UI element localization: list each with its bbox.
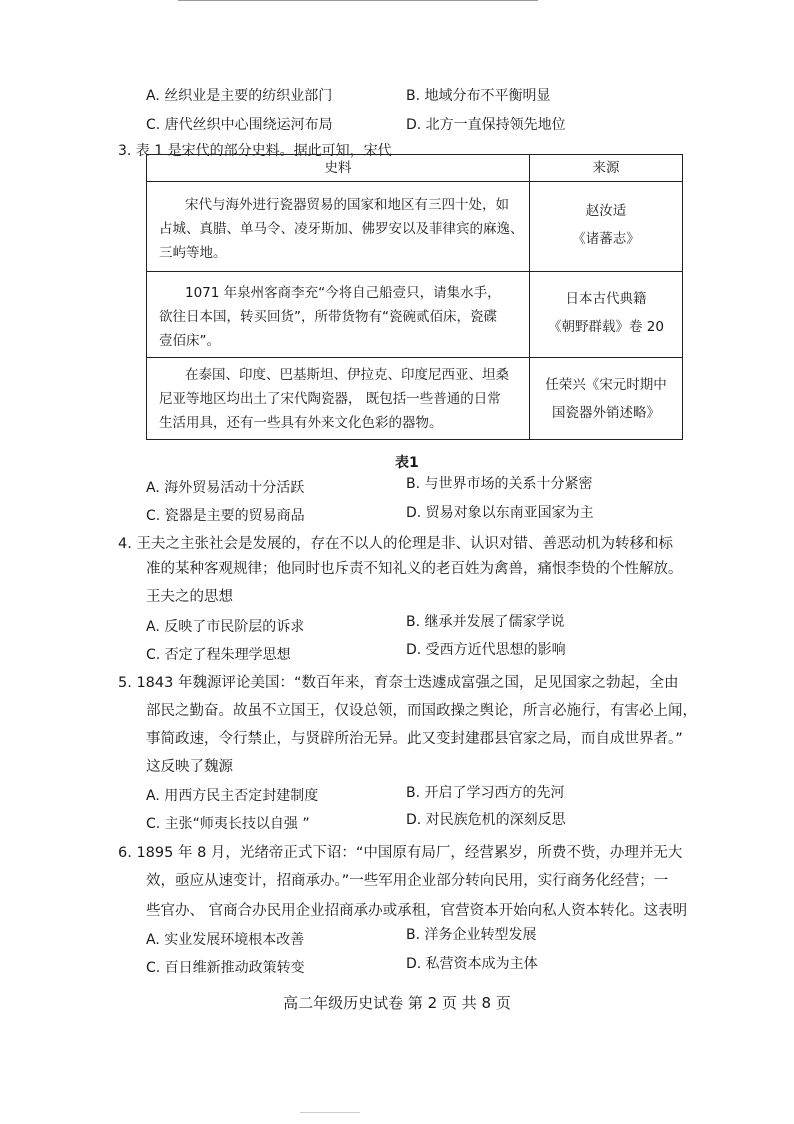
q5-option-d[interactable]: D. 对民族危机的深刻反思: [406, 812, 566, 828]
table-row-divider-1: [147, 271, 682, 272]
q5-line4: 这反映了魏源: [146, 759, 233, 775]
q4-line2: 准的某种客观规律；他同时也斥责不知礼义的老百姓为禽兽，痛恨李贽的个性解放。: [146, 561, 683, 577]
table-caption: 表1: [395, 455, 419, 471]
q4-option-a[interactable]: A. 反映了市民阶层的诉求: [146, 619, 305, 635]
q3-option-d[interactable]: D. 贸易对象以东南亚国家为主: [406, 505, 594, 521]
q2-option-a[interactable]: A. 丝织业是主要的纺织业部门: [146, 88, 333, 104]
scan-bottom-mark: [300, 1112, 360, 1113]
q3-option-c[interactable]: C. 瓷器是主要的贸易商品: [146, 508, 305, 524]
row2-line3: 壹佰床”。: [159, 333, 220, 349]
q5-option-c[interactable]: C. 主张“师夷长技以自强 ”: [146, 816, 310, 832]
q6-option-b[interactable]: B. 洋务企业转型发展: [406, 927, 537, 943]
table-header-left: 史料: [324, 160, 352, 176]
q6-line1: 6. 1895 年 8 月，光绪帝正式下诏：“中国原有局厂，经营累岁，所费不赀，办理并无大: [118, 845, 683, 861]
q6-line2: 效，亟应从速变计，招商承办。”一些军用企业部分转向民用，实行商务化经营；一: [146, 873, 669, 889]
q4-line3: 王夫之的思想: [146, 589, 233, 605]
row3-source-line2: 国瓷器外销述略》: [552, 405, 660, 421]
row3-line3: 生活用具，还有一些具有外来文化色彩的器物。: [159, 415, 443, 431]
q3-option-a[interactable]: A. 海外贸易活动十分活跃: [146, 480, 305, 496]
q6-line3: 些官办、 官商合办民用企业招商承办或承租，官营资本开始向私人资本转化。这表明: [146, 903, 688, 919]
table-header-right: 来源: [592, 160, 620, 176]
q6-option-c[interactable]: C. 百日维新推动政策转变: [146, 960, 305, 976]
row2-source-line2: 《朝野群载》卷 20: [548, 319, 664, 335]
row3-line2: 尼亚等地区均出土了宋代陶瓷器， 既包括一些普通的日常: [159, 391, 501, 407]
q4-line1: 4. 王夫之主张社会是发展的，存在不以人的伦理是非、认识对错、善恶动机为转移和标: [118, 536, 673, 552]
row2-source-line1: 日本古代典籍: [565, 291, 647, 307]
row3-line1: 在泰国、印度、巴基斯坦、伊拉克、印度尼西亚、坦桑: [185, 367, 509, 383]
scan-edge-mark: [178, 0, 538, 1]
row1-source-line1: 赵汝适: [585, 203, 627, 219]
q4-option-b[interactable]: B. 继承并发展了儒家学说: [406, 614, 565, 630]
q5-line2: 部民之勤奋。故虽不立国王，仅设总领，而国政操之舆论，所言必施行，有害必上闻，: [146, 703, 697, 719]
q5-option-a[interactable]: A. 用西方民主否定封建制度: [146, 788, 319, 804]
row1-line1: 宋代与海外进行瓷器贸易的国家和地区有三四十处，如: [185, 197, 509, 213]
q3-option-b[interactable]: B. 与世界市场的关系十分紧密: [406, 476, 593, 492]
row1-line3: 三屿等地。: [159, 245, 227, 261]
row2-line1: 1071 年泉州客商李充“今将自己船壹只，请集水手，: [185, 285, 501, 301]
row1-line2: 占城、真腊、单马令、凌牙斯加、佛罗安以及菲律宾的麻逸、: [159, 221, 524, 237]
q6-option-a[interactable]: A. 实业发展环境根本改善: [146, 932, 305, 948]
q5-line1: 5. 1843 年魏源评论美国：“数百年来，育奈士迭遽成富强之国，足见国家之勃起，全由: [118, 675, 679, 691]
q4-option-d[interactable]: D. 受西方近代思想的影响: [406, 642, 566, 658]
q2-option-b[interactable]: B. 地域分布不平衡明显: [406, 88, 551, 104]
row1-source-line2: 《诸蕃志》: [572, 231, 640, 247]
table-row-divider-2: [147, 357, 682, 358]
q5-option-b[interactable]: B. 开启了学习西方的先河: [406, 785, 565, 801]
q5-line3: 事简政速，令行禁止，与贤辟所治无异。此又变封建郡县官家之局，而自成世界者。”: [146, 731, 683, 747]
page-footer: 高二年级历史试卷 第 2 页 共 8 页: [283, 994, 511, 1012]
q2-option-c[interactable]: C. 唐代丝织中心围绕运河布局: [146, 117, 333, 133]
q6-option-d[interactable]: D. 私营资本成为主体: [406, 956, 538, 972]
q3-table: [146, 154, 683, 440]
row3-source-line1: 任荣兴《宋元时期中: [545, 377, 667, 393]
q3-stem: 3. 表 1 是宋代的部分史料。据此可知，宋代: [118, 143, 392, 159]
row2-line2: 欲往日本国，转买回货”，所带货物有“瓷碗贰佰床，瓷碟: [159, 309, 497, 325]
q4-option-c[interactable]: C. 否定了程朱理学思想: [146, 647, 291, 663]
q2-option-d[interactable]: D. 北方一直保持领先地位: [406, 117, 566, 133]
table-header-divider: [147, 181, 682, 182]
